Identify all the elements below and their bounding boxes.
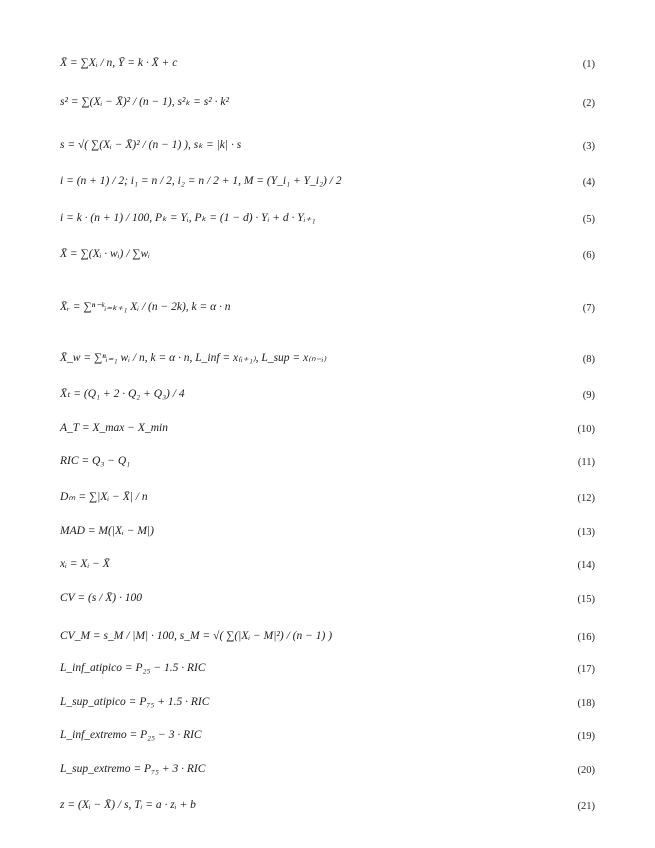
equation-number: (11) [577,456,595,468]
equation-number: (18) [577,697,595,709]
equation-number: (15) [577,593,595,605]
equation-number: (4) [582,176,595,188]
equation: RIC = Q₃ − Q₁ [60,455,131,468]
equation: X̄_w = ∑ⁿᵢ₌₁ wᵢ / n, k = α · n, L_inf = x₍ᵢ₊₁₎, L_sup = x₍ₙ₋ᵢ₎ [60,352,327,365]
equation-row [60,412,595,446]
equation-number: (1) [582,58,595,70]
equation-number: (17) [577,663,595,675]
equation-number: (2) [582,97,595,109]
equation: i = k · (n + 1) / 100, Pₖ = Yᵢ, Pₖ = (1 − d) · Yᵢ + d · Yᵢ₊₁ [60,212,316,225]
equation: L_inf_extremo = P₂₅ − 3 · RIC [60,729,202,742]
equation-row [60,165,595,199]
equation-number: (20) [577,764,595,776]
equation: s² = ∑(Xᵢ − X̄)² / (n − 1), s²ₖ = s² · k² [60,96,229,109]
equation-row [60,129,595,163]
equation: L_sup_atipico = P₇₅ + 1.5 · RIC [60,696,210,709]
equation-row [60,47,595,81]
equation-number: (5) [582,213,595,225]
equation: MAD = M(|Xᵢ − M|) [60,525,154,538]
equation-row [60,719,595,753]
equation: L_sup_extremo = P₇₅ + 3 · RIC [60,763,206,776]
equation-number: (6) [582,249,595,261]
equation-row [60,378,595,412]
equation-number: (14) [577,559,595,571]
equation-number: (7) [582,302,595,314]
equation-row [60,686,595,720]
equation-row [60,445,595,479]
equation-row [60,789,595,823]
equation-row [60,582,595,616]
equation-row [60,291,595,325]
equation-row [60,202,595,236]
equation-row [60,753,595,787]
equation: i = (n + 1) / 2; i₁ = n / 2, i₂ = n / 2 + 1, M = (Y_i₁ + Y_i₂) / 2 [60,175,342,188]
equation: L_inf_atipico = P₂₅ − 1.5 · RIC [60,662,206,675]
equation: xᵢ = Xᵢ − X̄ [60,558,110,571]
equation: X̄ᵣ = ∑ⁿ⁻ᵏᵢ₌ₖ₊₁ Xᵢ / (n − 2k), k = α · n [60,301,231,314]
equation-row [60,620,595,654]
equation-row [60,652,595,686]
equation-number: (12) [577,492,595,504]
equation-number: (10) [577,423,595,435]
equation-number: (8) [582,353,595,365]
equation: A_T = X_max − X_min [60,422,168,435]
equation-row [60,86,595,120]
equation-row [60,481,595,515]
equation: s = √( ∑(Xᵢ − X̄)² / (n − 1) ), sₖ = |k| · s [60,139,242,152]
equation-number: (9) [582,389,595,401]
equation: CV = (s / X̄) · 100 [60,592,142,605]
equation-number: (19) [577,730,595,742]
equation-number: (21) [577,800,595,812]
equation: X̄ = ∑Xᵢ / n, Ȳ = k · X̄ + c [60,57,178,70]
equation: z = (Xᵢ − X̄) / s, Tᵢ = a · zᵢ + b [60,799,196,812]
equation: X̄ₜ = (Q₁ + 2 · Q₂ + Q₃) / 4 [60,388,185,401]
equation: Dₘ = ∑|Xᵢ − X̄| / n [60,491,148,504]
equation-row [60,548,595,582]
equation: X̄ = ∑(Xᵢ · wᵢ) / ∑wᵢ [60,248,150,261]
equation-row [60,342,595,376]
equation-number: (16) [577,631,595,643]
equation-number: (13) [577,526,595,538]
equation: CV_M = s_M / |M| · 100, s_M = √( ∑(|Xᵢ − M|²) / (n − 1) ) [60,630,333,643]
equation-number: (3) [582,140,595,152]
equation-row [60,238,595,272]
equation-row [60,515,595,549]
